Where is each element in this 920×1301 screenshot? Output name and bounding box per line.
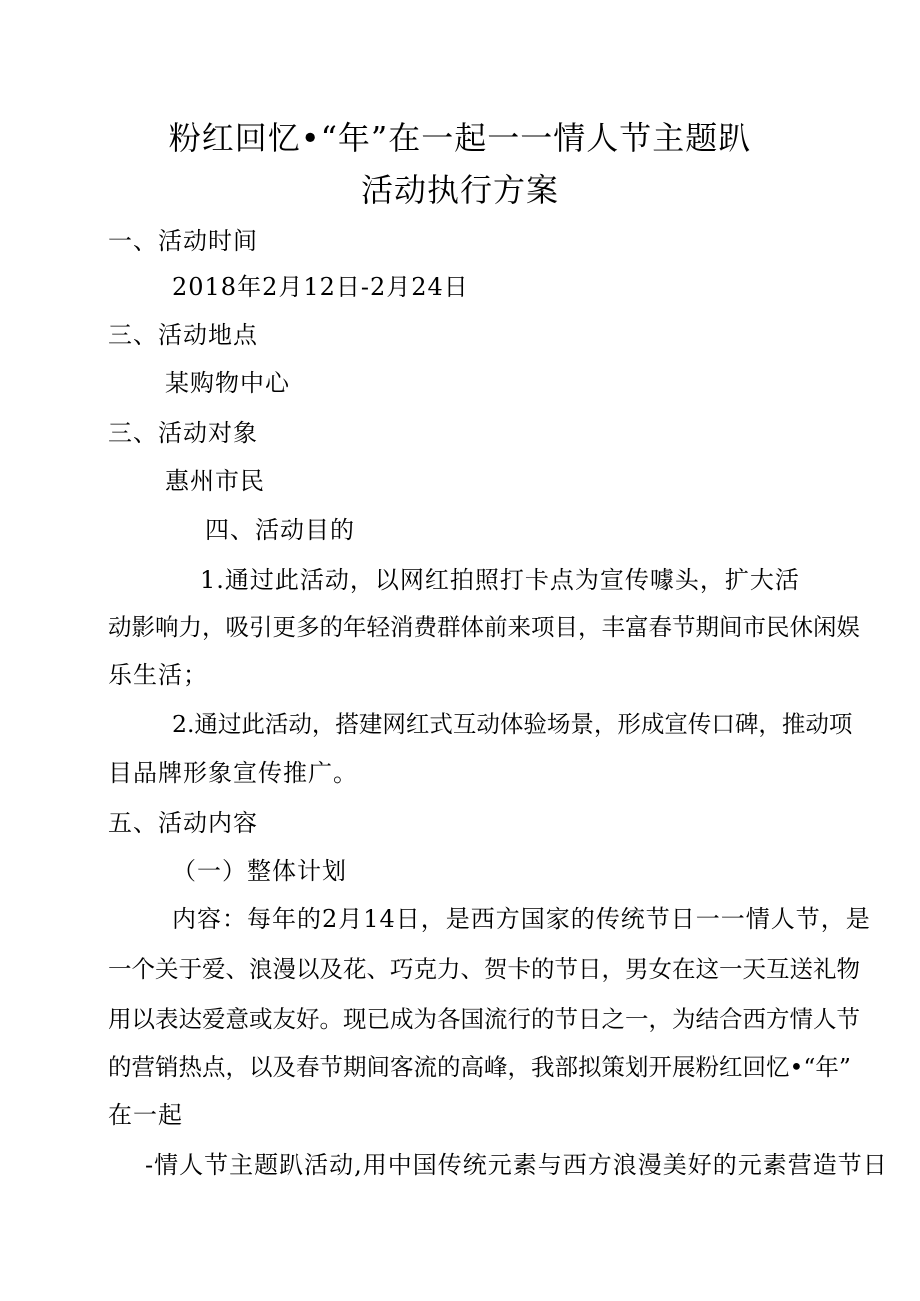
purpose-item-1-line-2: 动影响力，吸引更多的年轻消费群体前来项目，丰富春节期间市民休闲娱 bbox=[108, 613, 860, 641]
content-paragraph-line-5: 在一起 bbox=[108, 1101, 183, 1129]
purpose-item-2-line-2: 目品牌形象宣传推广。 bbox=[108, 759, 358, 787]
document-title-line-1: 粉红回忆•“年”在一起一一情人节主题趴 bbox=[168, 119, 752, 157]
content-paragraph-line-1: 内容：每年的2月14日，是西方国家的传统节日一一情人节，是 bbox=[172, 905, 871, 933]
document-title-line-2: 活动执行方案 bbox=[360, 171, 559, 209]
activity-time-text: 2018年2月12日-2月24日 bbox=[172, 273, 469, 301]
purpose-item-1-line-3: 乐生活； bbox=[108, 661, 208, 689]
content-paragraph-line-6: -情人节主题趴活动,用中国传统元素与西方浪漫美好的元素营造节日 bbox=[145, 1151, 888, 1179]
content-paragraph-line-4: 的营销热点，以及春节期间客流的高峰，我部拟策划开展粉红回忆•“年” bbox=[108, 1053, 851, 1081]
section-heading-place: 三、活动地点 bbox=[108, 321, 258, 349]
purpose-item-1-line-1: 1.通过此活动，以网红拍照打卡点为宣传噱头，扩大活 bbox=[200, 566, 800, 594]
section-heading-time: 一、活动时间 bbox=[108, 227, 258, 255]
section-heading-content: 五、活动内容 bbox=[108, 809, 258, 837]
content-paragraph-line-3: 用以表达爱意或友好。现已成为各国流行的节日之一，为结合西方情人节 bbox=[108, 1005, 860, 1033]
activity-place-text: 某购物中心 bbox=[165, 369, 290, 397]
activity-audience-text: 惠州市民 bbox=[165, 467, 265, 495]
content-paragraph-line-2: 一个关于爱、浪漫以及花、巧克力、贺卡的节日，男女在这一天互送礼物 bbox=[108, 955, 860, 983]
section-heading-audience: 三、活动对象 bbox=[108, 419, 258, 447]
section-heading-purpose: 四、活动目的 bbox=[205, 516, 355, 544]
content-subheading: （一）整体计划 bbox=[172, 857, 347, 885]
purpose-item-2-line-1: 2.通过此活动，搭建网红式互动体验场景，形成宣传口碑，推动项 bbox=[172, 710, 853, 738]
